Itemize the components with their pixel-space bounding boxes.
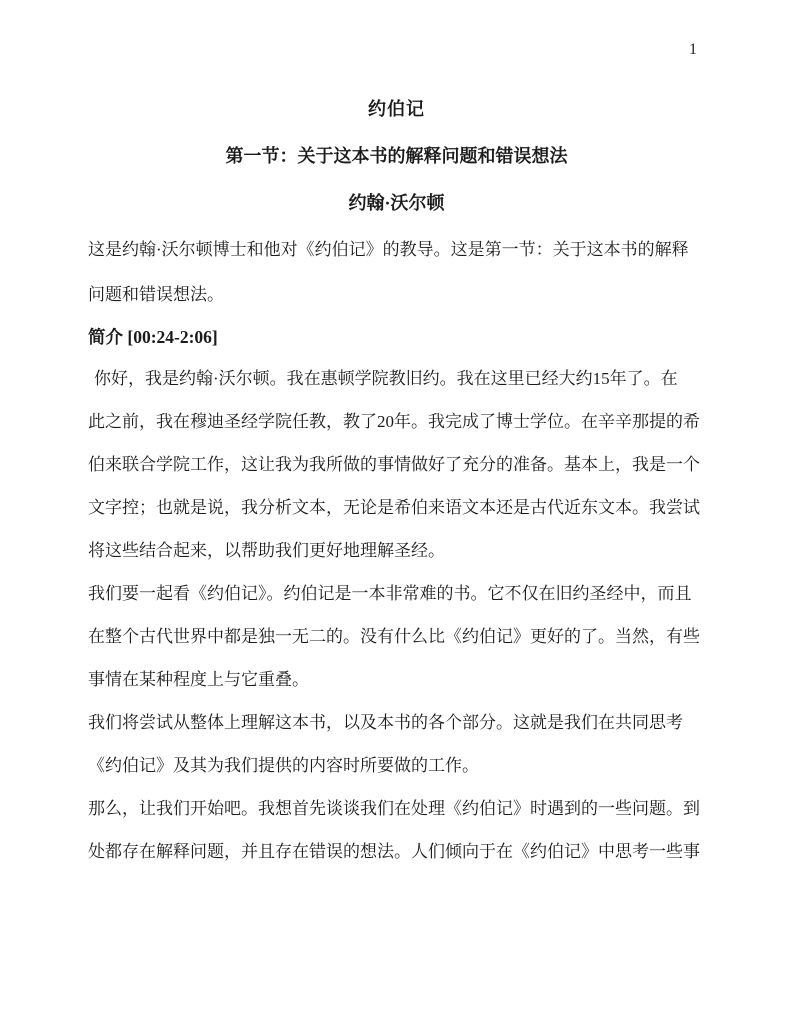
intro-paragraph (88, 227, 705, 317)
text-line: 我们将尝试从整体上理解这本书，以及本书的各个部分。这就是我们在共同思考 (88, 713, 683, 732)
text-line: 文字控；也就是说，我分析文本，无论是希伯来语文本还是古代近东文本。我尝试 (88, 498, 700, 517)
page-number: 1 (689, 41, 697, 58)
text-line: 这是约翰·沃尔顿博士和他对《约伯记》的教导。这是第一节：关于这本书的解释 (88, 240, 689, 259)
page-content (0, 86, 791, 873)
text-line: 我们要一起看《约伯记》。约伯记是一本非常难的书。它不仅在旧约圣经中，而且 (88, 584, 692, 603)
text-line: 伯来联合学院工作，这让我为我所做的事情做好了充分的准备。基本上，我是一个 (88, 455, 700, 474)
text-line: 事情在某种程度上与它重叠。 (88, 670, 309, 689)
text-line: 在整个古代世界中都是独一无二的。没有什么比《约伯记》更好的了。当然，有些 (88, 627, 700, 646)
text-line: 《约伯记》及其为我们提供的内容时所要做的工作。 (88, 756, 479, 775)
text-line: 你好，我是约翰·沃尔顿。我在惠顿学院教旧约。我在这里已经大约15年了。在 (94, 369, 678, 388)
text-line: 此之前，我在穆迪圣经学院任教，教了20年。我完成了博士学位。在辛辛那提的希 (88, 412, 700, 431)
document-author: 约翰·沃尔顿 (348, 193, 445, 213)
document-subtitle: 第一节：关于这本书的解释问题和错误想法 (225, 146, 568, 166)
paragraph (88, 701, 705, 787)
paragraph (88, 357, 705, 572)
text-line: 处都存在解释问题，并且存在错误的想法。人们倾向于在《约伯记》中思考一些事 (88, 842, 700, 861)
text-line: 问题和错误想法。 (88, 285, 224, 304)
document-title: 约伯记 (368, 99, 425, 119)
text-line: 那么，让我们开始吧。我想首先谈谈我们在处理《约伯记》时遇到的一些问题。到 (88, 799, 700, 818)
paragraph (88, 572, 705, 701)
section-heading: 简介 [00:24-2:06] (88, 327, 218, 347)
paragraph (88, 787, 705, 873)
text-line: 将这些结合起来，以帮助我们更好地理解圣经。 (88, 541, 445, 560)
